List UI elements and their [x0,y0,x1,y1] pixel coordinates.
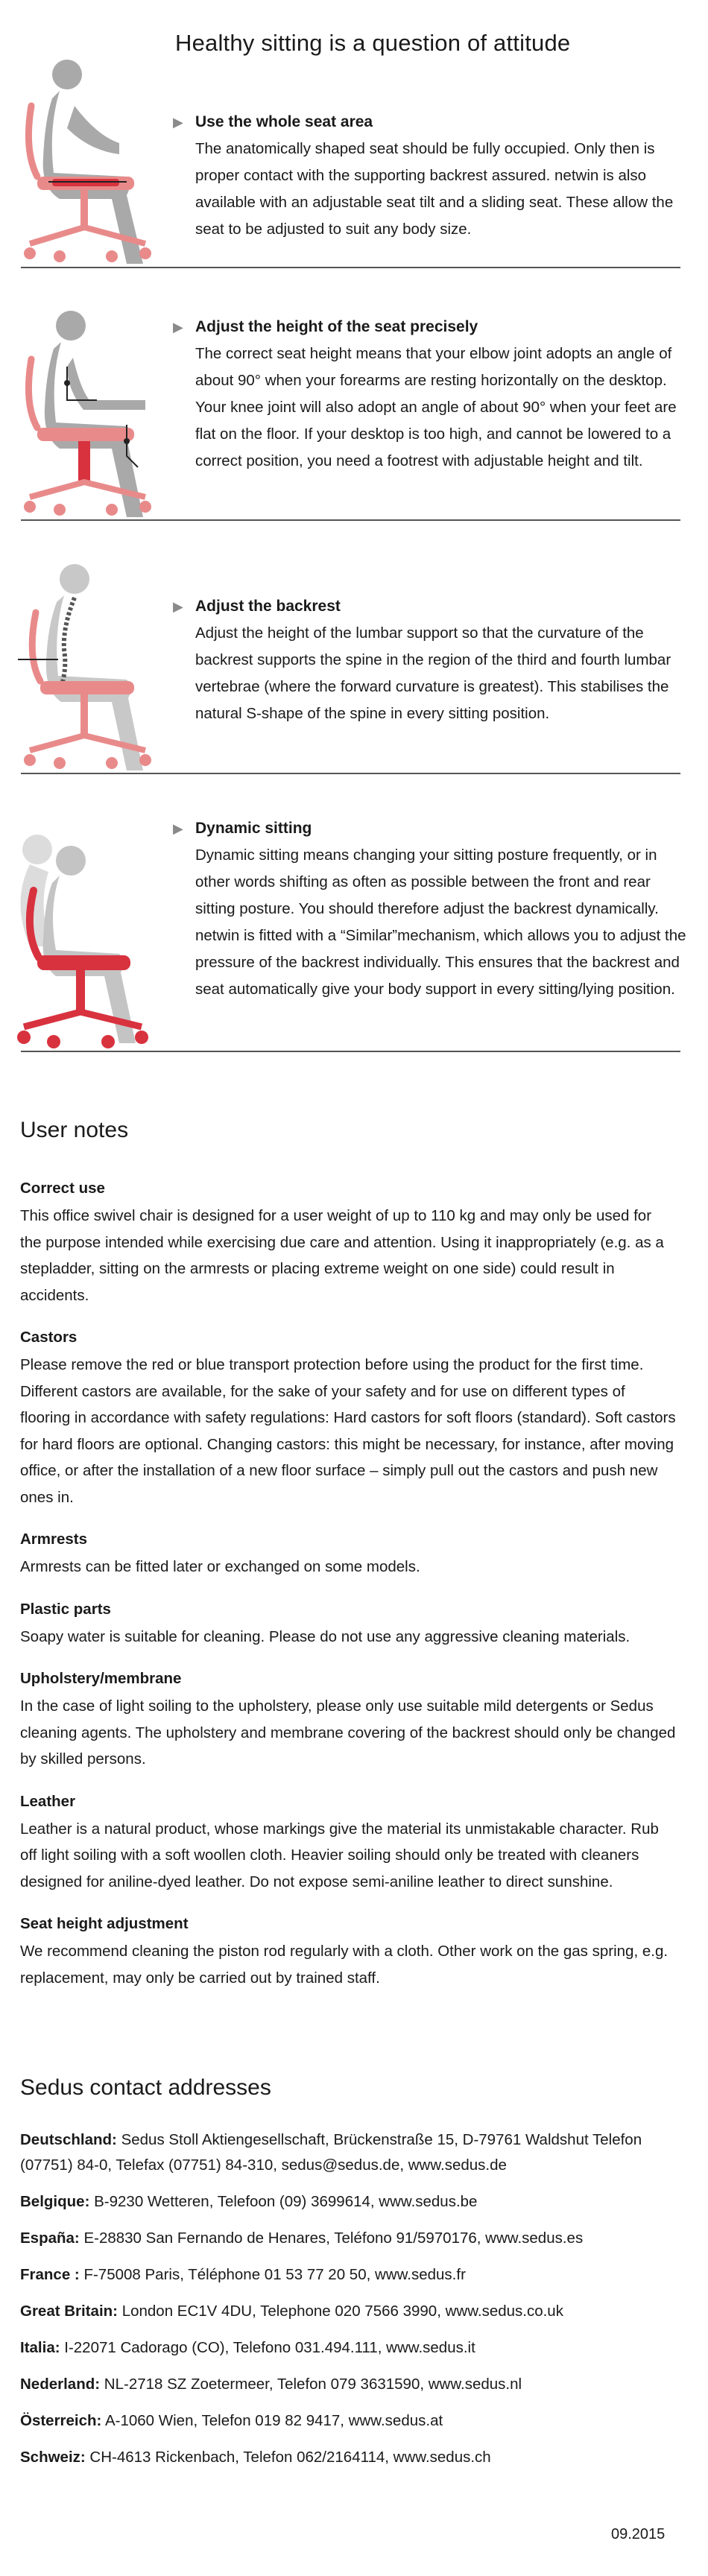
divider [21,773,680,774]
contact-details: London EC1V 4DU, Telephone 020 7566 3990, www.sedus.co.uk [121,2303,563,2320]
note-body: Please remove the red or blue transport protection before using the product for the first time. Different castors are available, for the sake of your safety and for use on different types of flooring in accordance with safety regulations: Hard castors for soft floors (standard). Soft castors for hard floors are optional. Changing castors: this might be necessary, for instance, after moving office, or after the installation of a new floor surface – simply pull out the castors and push new ones in. [20,1356,676,1506]
note-body: Leather is a natural product, whose markings give the material its unmistakable character. Rub off light soiling with a soft woollen cloth. Heavier soiling should only be treated with cleaners designed for aniline-dyed leather. Do not expose semi-aniline leather to direct sunshine. [20,1820,659,1890]
contact-country: España: [20,2230,80,2247]
contact-belgium [20,2189,683,2215]
tip-heading: Adjust the height of the seat precisely [195,318,478,335]
seated-person-illustration [15,46,171,270]
tip-heading: Dynamic sitting [195,820,312,837]
contact-great-britain [20,2299,683,2324]
contact-country: Nederland: [20,2376,101,2393]
triangle-bullet-icon: ▶ [173,319,183,335]
note-heading: Leather [20,1792,76,1810]
tip-body: The correct seat height means that your elbow joint adopts an angle of about 90° when your forearms are resting horizontally on the desktop. Your knee joint will also adopt an angle of about 90° when your feet are flat on the floor. If your desktop is too high, and cannot be lowered to a correct position, you need a footrest with adjustable height and tilt. [195,345,677,469]
contact-details: CH-4613 Rickenbach, Telefon 062/2164114, www.sedus.ch [89,2449,491,2466]
note-heading: Correct use [20,1180,105,1197]
note-plastic-parts [20,1597,676,1651]
note-body: In the case of light soiling to the upholstery, please only use suitable mild detergents or Sedus cleaning agents. The upholstery and membrane covering of the backrest should only be changed by skilled persons. [20,1697,676,1768]
note-heading: Castors [20,1329,78,1346]
contact-country: France : [20,2266,80,2283]
contact-switzerland [20,2445,683,2470]
contact-france [20,2262,683,2288]
note-armrests [20,1527,676,1580]
note-seat-height-adjustment [20,1911,676,1991]
contact-country: Österreich: [20,2412,102,2429]
note-correct-use [20,1176,676,1308]
contact-details: B-9230 Wetteren, Telefoon (09) 3699614, www.sedus.be [94,2193,478,2210]
contact-country: Schweiz: [20,2449,86,2466]
note-body: We recommend cleaning the piston rod regularly with a cloth. Other work on the gas spring, e.g. replacement, may only be carried out by trained staff. [20,1943,669,1987]
note-body: Armrests can be fitted later or exchanged on some models. [20,1558,420,1575]
publication-date: 09.2015 [611,2526,666,2542]
user-notes-title: User notes [20,1118,129,1142]
tip-body: The anatomically shaped seat should be fully occupied. Only then is proper contact with the supporting backrest assured. netwin is also available with an adjustable seat tilt and a sliding seat. These allow the seat to be adjusted to suit any body size. [195,140,674,238]
contact-netherlands [20,2372,683,2397]
contact-germany [20,2127,683,2178]
contact-details: I-22071 Cadorago (CO), Telefono 031.494.111, www.sedus.it [64,2339,475,2356]
contact-details: NL-2718 SZ Zoetermeer, Telefon 079 3631590, www.sedus.nl [104,2376,522,2393]
contact-country: Italia: [20,2339,60,2356]
note-upholstery [20,1666,676,1773]
contact-country: Deutschland: [20,2131,117,2148]
triangle-bullet-icon: ▶ [173,114,183,130]
note-heading: Seat height adjustment [20,1915,189,1932]
divider [21,267,680,268]
contact-spain [20,2226,683,2251]
contact-italy [20,2335,683,2361]
seated-person-spine-illustration [15,553,171,776]
seated-person-illustration [15,300,171,523]
divider [21,519,680,521]
dynamic-sitting-illustration [7,820,164,1058]
triangle-bullet-icon: ▶ [173,598,183,614]
note-heading: Upholstery/membrane [20,1670,182,1687]
tip-heading: Adjust the backrest [195,598,341,615]
note-heading: Armrests [20,1531,88,1548]
note-body: Soapy water is suitable for cleaning. Please do not use any aggressive cleaning materials. [20,1627,630,1645]
contact-details: E-28830 San Fernando de Henares, Teléfono 91/5970176, www.sedus.es [83,2230,584,2247]
contact-details: A-1060 Wien, Telefon 019 82 9417, www.sedus.at [104,2412,443,2429]
contacts-title: Sedus contact addresses [20,2075,271,2100]
note-castors [20,1325,676,1510]
contact-details: Sedus Stoll Aktiengesellschaft, Brückenstraße 15, D-79761 Waldshut Telefon (07751) 84-0, Telefax (07751) 84-310, sedus@sedus.de, www.sedus.de [20,2131,642,2174]
note-leather [20,1789,676,1896]
tip-body: Dynamic sitting means changing your sitting posture frequently, or in other words shifting as often as possible between the front and rear sitting posture. You should therefore adjust the backrest dynamically. netwin is fitted with a “Similar”mechanism, which allows you to adjust the pressure of the backrest individually. This ensures that the backrest and seat automatically give your body support in every sitting/lying position. [195,846,686,998]
contact-austria [20,2408,683,2434]
tip-heading: Use the whole seat area [195,113,373,130]
note-body: This office swivel chair is designed for a user weight of up to 110 kg and may only be used for the purpose intended while exercising due care and attention. Using it inappropriately (e.g. as a stepladder, sitting on the armrests or placing extreme weight on one side) could result in accidents. [20,1207,664,1304]
contact-country: Great Britain: [20,2303,118,2320]
note-heading: Plastic parts [20,1600,111,1618]
user-notes-list [20,1176,676,2007]
tip-body: Adjust the height of the lumbar support so that the curvature of the backrest supports the spine in the region of the third and fourth lumbar vertebrae (where the forward curvature is greatest). This stabilises the natural S-shape of the spine in every sitting position. [195,624,671,722]
page-title: Healthy sitting is a question of attitude [175,30,571,56]
contact-details: F-75008 Paris, Téléphone 01 53 77 20 50, www.sedus.fr [83,2266,466,2283]
contacts-list [20,2127,683,2481]
triangle-bullet-icon: ▶ [173,820,183,836]
divider [21,1051,680,1052]
contact-country: Belgique: [20,2193,90,2210]
